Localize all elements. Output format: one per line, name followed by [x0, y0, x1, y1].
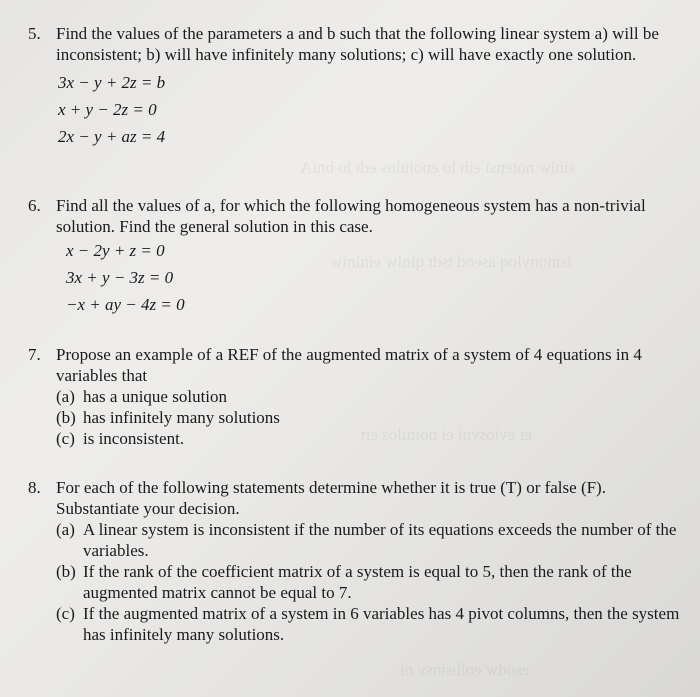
problem-8	[28, 477, 693, 645]
problem-text: Find all the values of a, for which the following homogeneous system has a non-trivial solution. Find the general solution in this case.	[56, 196, 646, 236]
sub-item-text: has a unique solution	[83, 387, 228, 406]
sub-item-label: (a)	[56, 387, 75, 406]
equation: 3x + y − 3z = 0	[66, 268, 174, 287]
sub-item-text: If the rank of the coefficient matrix of a system is equal to 5, then the rank of the augmented matrix cannot be equal to 7.	[83, 562, 632, 602]
sub-item	[56, 428, 693, 449]
problem-number: 6.	[28, 196, 41, 215]
equation: x − 2y + z = 0	[66, 241, 165, 260]
sub-item-label: (b)	[56, 408, 76, 427]
problem-text: Propose an example of a REF of the augmented matrix of a system of 4 equations in 4 variables that	[56, 345, 642, 385]
problem-number: 7.	[28, 345, 41, 364]
problem-text: Find the values of the parameters a and b such that the following linear system a) will be inconsistent; b) will have infinitely many solutions; c) will have exactly one solution.	[56, 24, 659, 64]
bleed-through-text: sinlw notensi eih lo enoiulos edi lo bniA	[300, 158, 576, 177]
sub-item	[56, 407, 693, 428]
sub-item-label: (b)	[56, 562, 76, 581]
sub-item	[56, 561, 693, 603]
problem-7	[28, 344, 693, 449]
sub-item	[56, 603, 693, 645]
bleed-through-text: ei eviosvni ei noitulos ert	[360, 425, 532, 444]
equation: 2x − y + az = 4	[58, 127, 166, 146]
problem-number: 8.	[28, 478, 41, 497]
problem-text: For each of the following statements determine whether it is true (T) or false (F). Substantiate your decision.	[56, 478, 606, 518]
sub-item	[56, 519, 693, 561]
sub-item-text: is inconsistent.	[83, 429, 185, 448]
equation: 3x − y + 2z = b	[58, 73, 166, 92]
equation: x + y − 2z = 0	[58, 100, 157, 119]
bleed-through-text: esodw eolbsinsv ni	[400, 660, 530, 679]
sub-item-label: (c)	[56, 604, 75, 623]
sub-item-label: (c)	[56, 429, 75, 448]
problem-5	[28, 23, 693, 150]
sub-item-label: (a)	[56, 520, 75, 539]
bleed-through-text: lsmonyloq aseod tsdt qinlw einlniw	[330, 252, 572, 271]
sub-item	[56, 386, 693, 407]
sub-item-text: A linear system is inconsistent if the number of its equations exceeds the number of the variables.	[83, 520, 677, 560]
equation: −x + ay − 4z = 0	[66, 295, 185, 314]
problem-number: 5.	[28, 24, 41, 43]
problem-6	[28, 195, 693, 318]
sub-item-text: If the augmented matrix of a system in 6 variables has 4 pivot columns, then the system has infinitely many solutions.	[83, 604, 680, 644]
sub-item-text: has infinitely many solutions	[83, 408, 280, 427]
sub-item-list	[56, 519, 693, 645]
sub-item-list	[56, 386, 693, 449]
